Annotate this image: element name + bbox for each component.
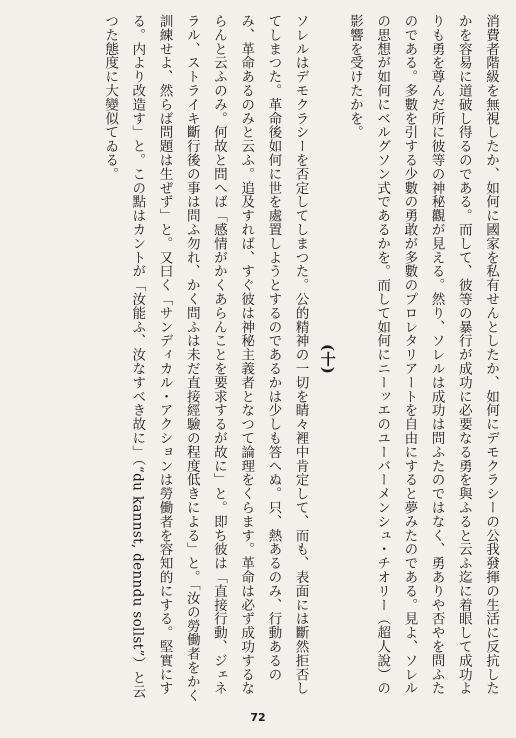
body-text [12,14,504,704]
paragraph-1: 消費者階級を無視したか、如何に國家を私有せんとしたか、如何にデモクラシーの公我發揮の生活に反抗したかを容易に道破し得るのである。而して、彼等の暴行が成功に必要なる勇を與ふると云ふ迄に着眼して成功よりも勇を尊んだ所に彼等の神秘觀が見える。然り、ソレルは成功は問ふたのではなく、勇ありや否やを問ふたのである。多數を引する少數の勇敢が多數のプロレタリアートを自由にすると夢みたのである。見よ、ソレルの思想が如何にベルグソン式であるかを。而して如何にニーッエのユーバーメンシュ・チオリー（超人說）の影響を受けたかを。 [346,14,499,696]
section-number: (十) [318,343,337,375]
page-number: 72 [250,711,266,724]
paragraph-2: ソレルはデモクラシーを否定してしまつた。公的精神の一切を睛々裡中肯定して、而も、表面には斷然拒否してしまつた。革命後如何に世を處置しようとするのであるかは少しも答へぬ。只、熱あるのみ、行動あるのみ、革命あるのみと云ふ。追及すれば、すぐ彼は神秘主義者となつて論理をくらます。革命は必ず成功するならんと云ふのみ。何故と問へば「感情がかくあらんことを要求するが故に」と。即ち彼は「直接行動、ジェネラル、ストライキ斷行後の事は問ふ勿れ、かく問ふは未だ直接經驗の程度低きによる」と。「汝の勞働者をかく訓練せよ、然らば問題は生ぜず」と。又曰く「サンディカル・アクションは勞働者を容知的にする。堅實にする。内より改造す」と。この點はカントが「汝能ふ、汝なすべき故に」（“du kannst, denndu sollst”）と云つた態度に大變似てゐる。 [102,14,309,703]
